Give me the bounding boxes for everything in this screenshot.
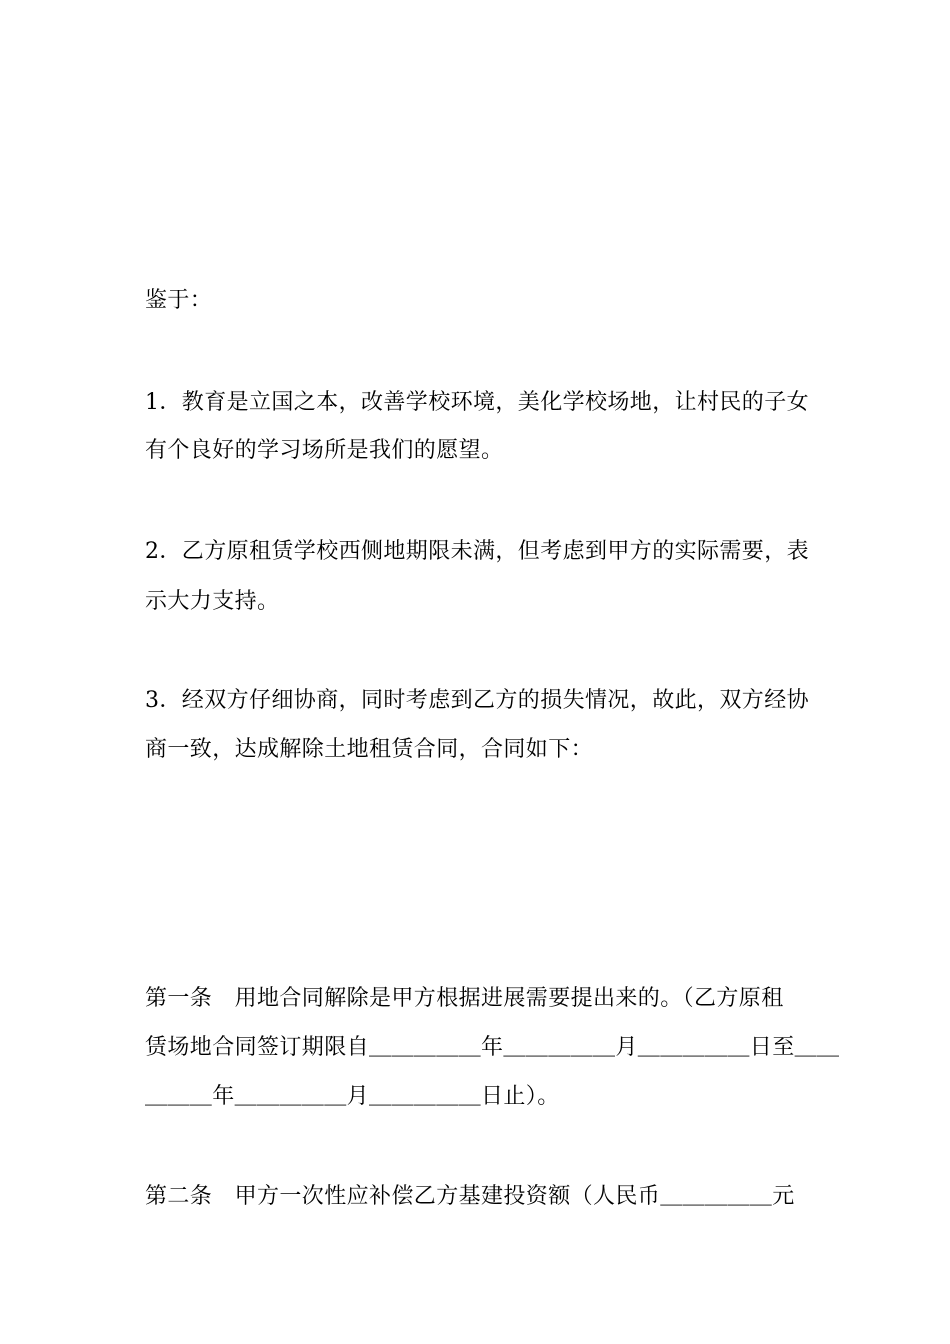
article-1-line-2: 赁场地合同签订期限自＿＿＿＿＿年＿＿＿＿＿月＿＿＿＿＿日至＿＿ [145, 1035, 840, 1060]
recital-3-line-2: 商一致，达成解除土地租赁合同，合同如下： [145, 737, 594, 762]
whereas-heading: 鉴于： [145, 288, 213, 313]
recital-2-line-2: 示大力支持。 [145, 589, 280, 614]
recital-3-line-1: 3．经双方仔细协商，同时考虑到乙方的损失情况，故此，双方经协 [145, 688, 809, 713]
article-2-line-1: 第二条 甲方一次性应补偿乙方基建投资额（人民币＿＿＿＿＿元 [145, 1184, 795, 1209]
article-1-line-1: 第一条 用地合同解除是甲方根据进展需要提出来的。（乙方原租 [145, 986, 784, 1011]
recital-2-line-1: 2．乙方原租赁学校西侧地期限未满，但考虑到甲方的实际需要，表 [145, 539, 809, 564]
article-1-line-3: ＿＿＿年＿＿＿＿＿月＿＿＿＿＿日止）。 [145, 1084, 560, 1109]
recital-1-line-1: 1．教育是立国之本，改善学校环境，美化学校场地，让村民的子女 [145, 390, 809, 415]
recital-1-line-2: 有个良好的学习场所是我们的愿望。 [145, 438, 504, 463]
